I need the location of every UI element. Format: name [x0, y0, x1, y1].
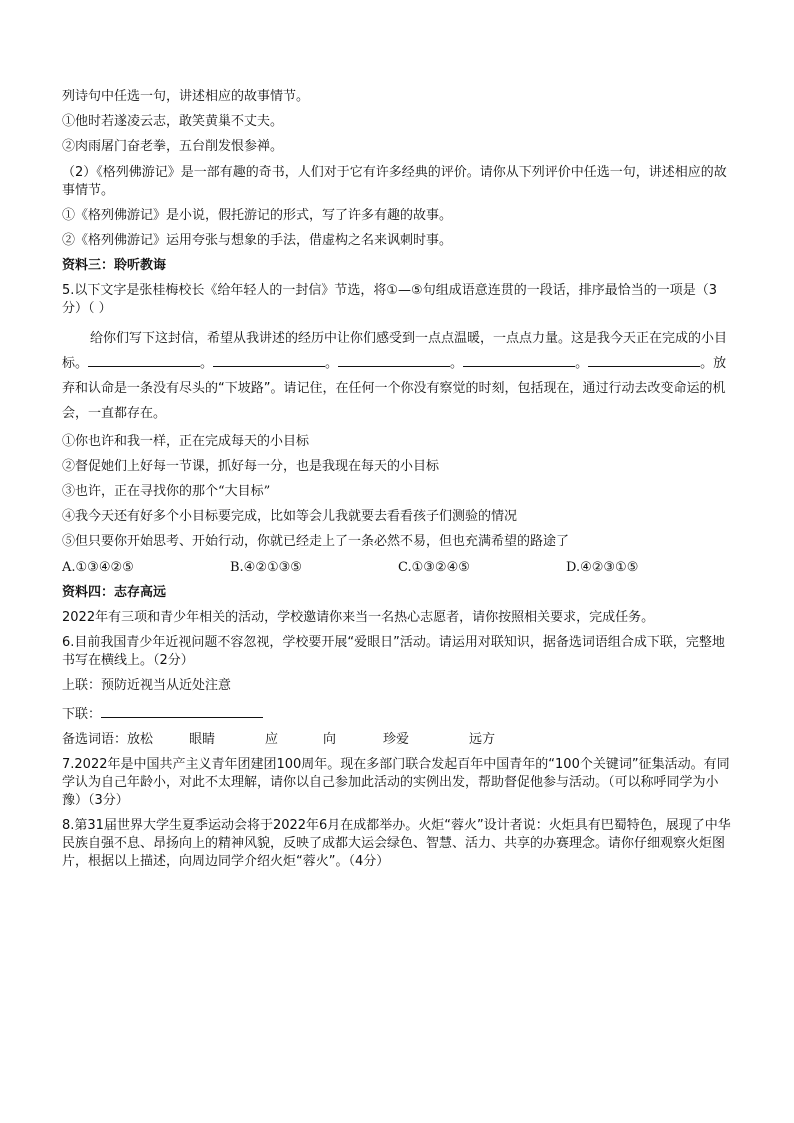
sentence-5: ⑤但只要你开始思考、开始行动，你就已经走上了一条必然不易，但也充满希望的路途了: [62, 534, 570, 550]
option-a[interactable]: A.①③④②⑤: [62, 559, 134, 575]
question-7: 7.2022年是中国共产主义青年团建团100周年。现在多部门联合发起百年中国青年的“100个关键词”征集活动。有同学认为自己年龄小，对此不太理解，请你以自己参加此活动的实例出发，帮助督促他参与活动。（可以称呼同学为小豫）（3分）: [62, 756, 730, 808]
punct: 。: [575, 355, 589, 371]
question-5: 5.以下文字是张桂梅校长《给年轻人的一封信》节选，将①—⑤句组成语意连贯的一段话，排序最恰当的一项是（3分）（ ）: [62, 283, 717, 317]
word-item: 应: [265, 731, 279, 747]
answer-options: [62, 559, 734, 577]
answer-blank-3[interactable]: [338, 352, 450, 367]
word-item: 放松: [127, 731, 154, 747]
passage-part-2: 。放弃和认命是一条没有尽头的“下坡路”。请记住，在任何一个你没有察觉的时刻，包括现在，通过行动去改变命运的机会，一直都存在。: [62, 355, 727, 421]
section-4-intro: 2022年有三项和青少年相关的活动，学校邀请你来当一名热心志愿者，请你按照相关要求，完成任务。: [62, 610, 655, 625]
sentence-3: ③也许，正在寻找你的那个“大目标”: [62, 484, 271, 500]
answer-blank-2[interactable]: [213, 352, 325, 367]
candidate-words: [62, 731, 734, 749]
sentence-1: ①你也许和我一样，正在完成每天的小目标: [62, 433, 310, 449]
couplet-answer-blank[interactable]: [101, 703, 263, 718]
option-b[interactable]: B.④②①③⑤: [230, 559, 302, 575]
option-d[interactable]: D.④②③①⑤: [566, 559, 639, 575]
answer-blank-5[interactable]: [588, 352, 700, 367]
passage: [62, 326, 734, 426]
section-heading-3: 资料三：聆听教诲: [62, 258, 167, 274]
text-line: 列诗句中任选一句，讲述相应的故事情节。: [62, 89, 310, 104]
section-heading-4: 资料四：志存高远: [62, 584, 167, 600]
option-c[interactable]: C.①③②④⑤: [398, 559, 470, 575]
answer-blank-4[interactable]: [463, 352, 575, 367]
poem-option-2: ②肉雨屠门奋老拳，五台削发恨参禅。: [62, 139, 284, 155]
question-6: 6.目前我国青少年近视问题不容忽视，学校要开展“爱眼日”活动。请运用对联知识，据备选词语组合成下联，完整地书写在横线上。（2分）: [62, 635, 725, 669]
answer-blank-1[interactable]: [88, 352, 200, 367]
word-item: 眼睛: [189, 731, 216, 747]
couplet-lower: [62, 703, 734, 724]
couplet-upper: 上联：预防近视当从近处注意: [62, 678, 232, 694]
review-option-2: ②《格列佛游记》运用夸张与想象的手法，借虚构之名来讽刺时事。: [62, 232, 453, 248]
couplet-lower-label: 下联：: [62, 706, 102, 722]
question-4-2: （2）《格列佛游记》是一部有趣的奇书，人们对于它有许多经典的评价。请你从下列评价中任选一句，讲述相应的故事情节。: [62, 164, 727, 198]
question-8: 8.第31届世界大学生夏季运动会将于2022年6月在成都举办。火炬“蓉火”设计者说：火炬具有巴蜀特色，展现了中华民族自强不息、昂扬向上的精神风貌，反映了成都大运会绿色、智慧、活力、共享的办赛理念。请你仔细观察火炬图片，根据以上描述，向周边同学介绍火炬“蓉火”。（4分）: [62, 818, 731, 870]
document-page: [62, 88, 734, 878]
word-item: 珍爱: [383, 731, 410, 747]
passage-part-1: 给你们写下这封信，希望从我讲述的经历中让你们感受到一点点温暖，一点点力量。这是我今天正在完成的小目标。: [62, 330, 728, 371]
punct: 。: [450, 355, 464, 371]
poem-option-1: ①他时若遂凌云志，敢笑黄巢不丈夫。: [62, 114, 284, 130]
sentence-4: ④我今天还有好多个小目标要完成，比如等会儿我就要去看看孩子们测验的情况: [62, 509, 518, 525]
sentence-2: ②督促她们上好每一节课，抓好每一分，也是我现在每天的小目标: [62, 458, 440, 474]
word-item: 向: [323, 731, 337, 747]
punct: 。: [325, 355, 339, 371]
review-option-1: ①《格列佛游记》是小说，假托游记的形式，写了许多有趣的故事。: [62, 207, 453, 223]
word-item: 远方: [469, 731, 496, 747]
candidate-words-label: 备选词语：: [62, 731, 128, 747]
punct: 。: [200, 355, 214, 371]
